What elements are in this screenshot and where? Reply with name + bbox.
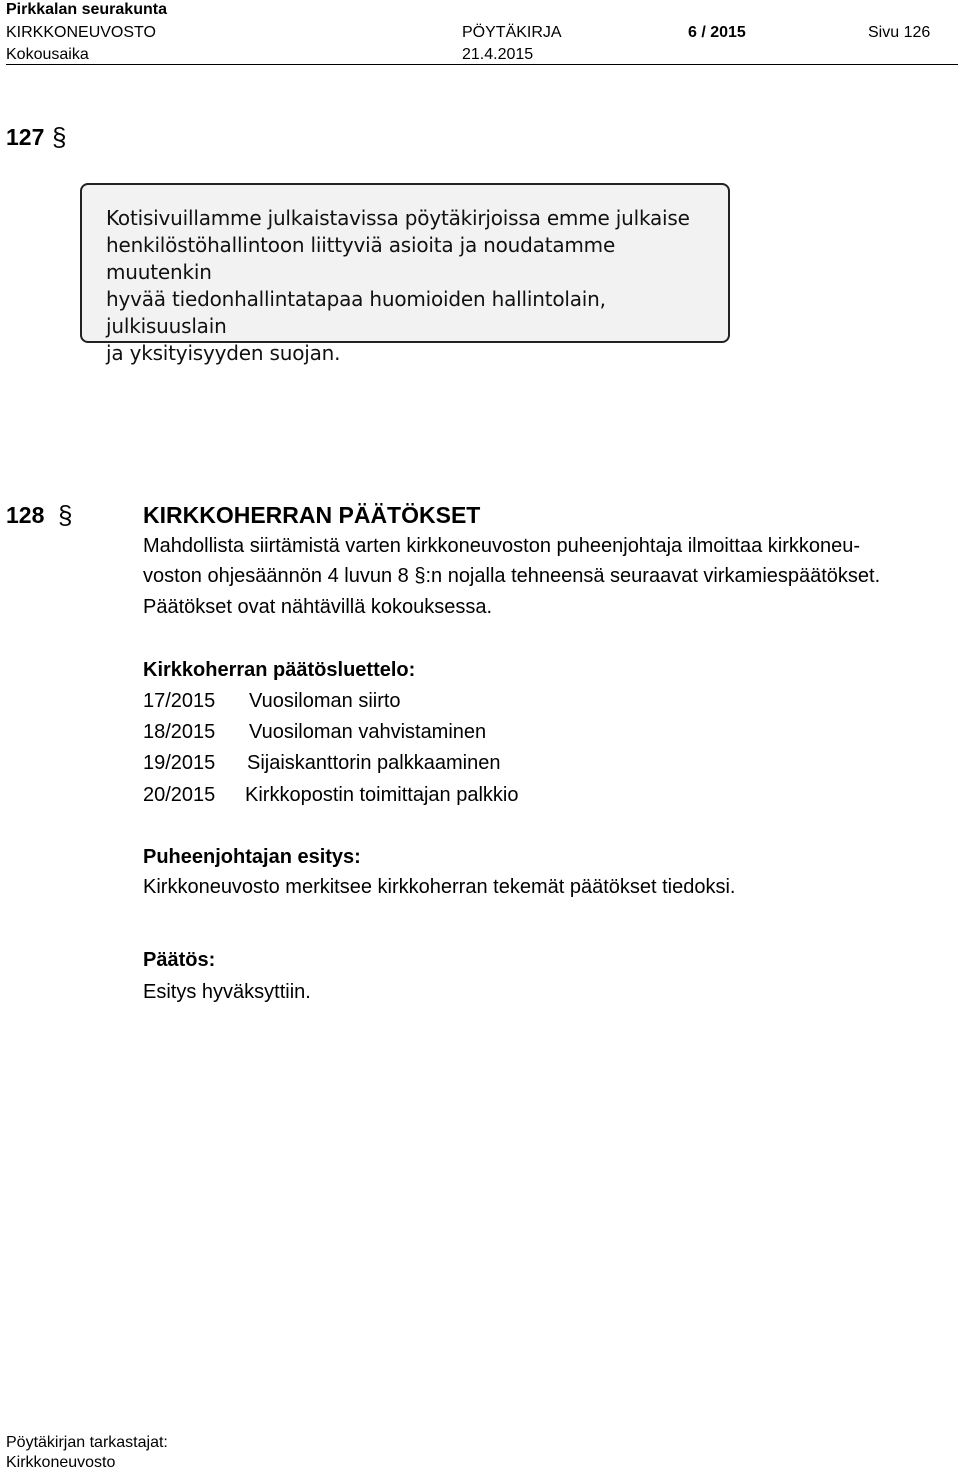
- meeting-date: 21.4.2015: [462, 46, 534, 63]
- decision-label: Päätös:: [143, 949, 216, 971]
- section-127-symbol: §: [52, 122, 67, 152]
- intro-section-symbol: §: [414, 565, 426, 587]
- decision-number: 19/2015: [143, 752, 216, 774]
- header-divider: [6, 64, 958, 65]
- page-number: Sivu 126: [868, 24, 931, 41]
- reviewers-label: Pöytäkirjan tarkastajat:: [6, 1434, 168, 1451]
- intro-line-2-start: voston ohjesäännön 4 luvun 8: [143, 565, 415, 587]
- privacy-notice: [80, 183, 730, 365]
- section-128-symbol: §: [58, 500, 73, 530]
- decisions-list-label: Kirkkoherran päätösluettelo:: [143, 659, 416, 681]
- privacy-notice-line: hyvää tiedonhallintatapaa huomioiden hallintolain, julkisuuslain: [106, 287, 606, 338]
- privacy-notice-line: henkilöstöhallintoon liittyviä asioita ja noudatamme muutenkin: [106, 233, 616, 284]
- list-item: [143, 748, 500, 778]
- meeting-time-label: Kokousaika: [6, 46, 89, 63]
- decision-title: Kirkkopostin toimittajan palkkio: [245, 784, 519, 806]
- governing-body: KIRKKONEUVOSTO: [6, 24, 156, 41]
- privacy-notice-line: ja yksityisyyden suojan.: [106, 341, 341, 365]
- decision-number: 17/2015: [143, 690, 216, 712]
- organization-name: Pirkkalan seurakunta: [6, 1, 167, 18]
- list-item: [143, 686, 401, 716]
- document-type: PÖYTÄKIRJA: [462, 24, 562, 41]
- proposal-label: Puheenjohtajan esitys:: [143, 846, 361, 868]
- list-item: [143, 717, 486, 747]
- proposal-text: Kirkkoneuvosto merkitsee kirkkoherran tekemät päätökset tiedoksi.: [143, 876, 736, 898]
- decision-title: Vuosiloman siirto: [249, 690, 401, 712]
- intro-line-3: Päätökset ovat nähtävillä kokouksessa.: [143, 596, 493, 618]
- section-127-number: 127: [6, 124, 45, 150]
- footer-body: Kirkkoneuvosto: [6, 1454, 116, 1471]
- section-128-number: 128: [6, 502, 45, 528]
- meeting-number: 6 / 2015: [688, 24, 746, 41]
- decision-title: Sijaiskanttorin palkkaaminen: [247, 752, 501, 774]
- section-128-title: KIRKKOHERRAN PÄÄTÖKSET: [143, 502, 481, 528]
- intro-line-1: Mahdollista siirtämistä varten kirkkoneuvoston puheenjohtaja ilmoittaa kirkkoneu-: [143, 535, 861, 557]
- intro-line-2-end: :n nojalla tehneensä seuraavat virkamiespäätökset.: [425, 565, 881, 587]
- decision-text: Esitys hyväksyttiin.: [143, 981, 311, 1003]
- decision-number: 20/2015: [143, 784, 216, 806]
- decision-title: Vuosiloman vahvistaminen: [249, 721, 487, 743]
- decision-number: 18/2015: [143, 721, 216, 743]
- list-item: [143, 780, 518, 810]
- privacy-notice-line: Kotisivuillamme julkaistavissa pöytäkirjoissa emme julkaise: [106, 206, 690, 230]
- intro-line-2: [143, 561, 880, 591]
